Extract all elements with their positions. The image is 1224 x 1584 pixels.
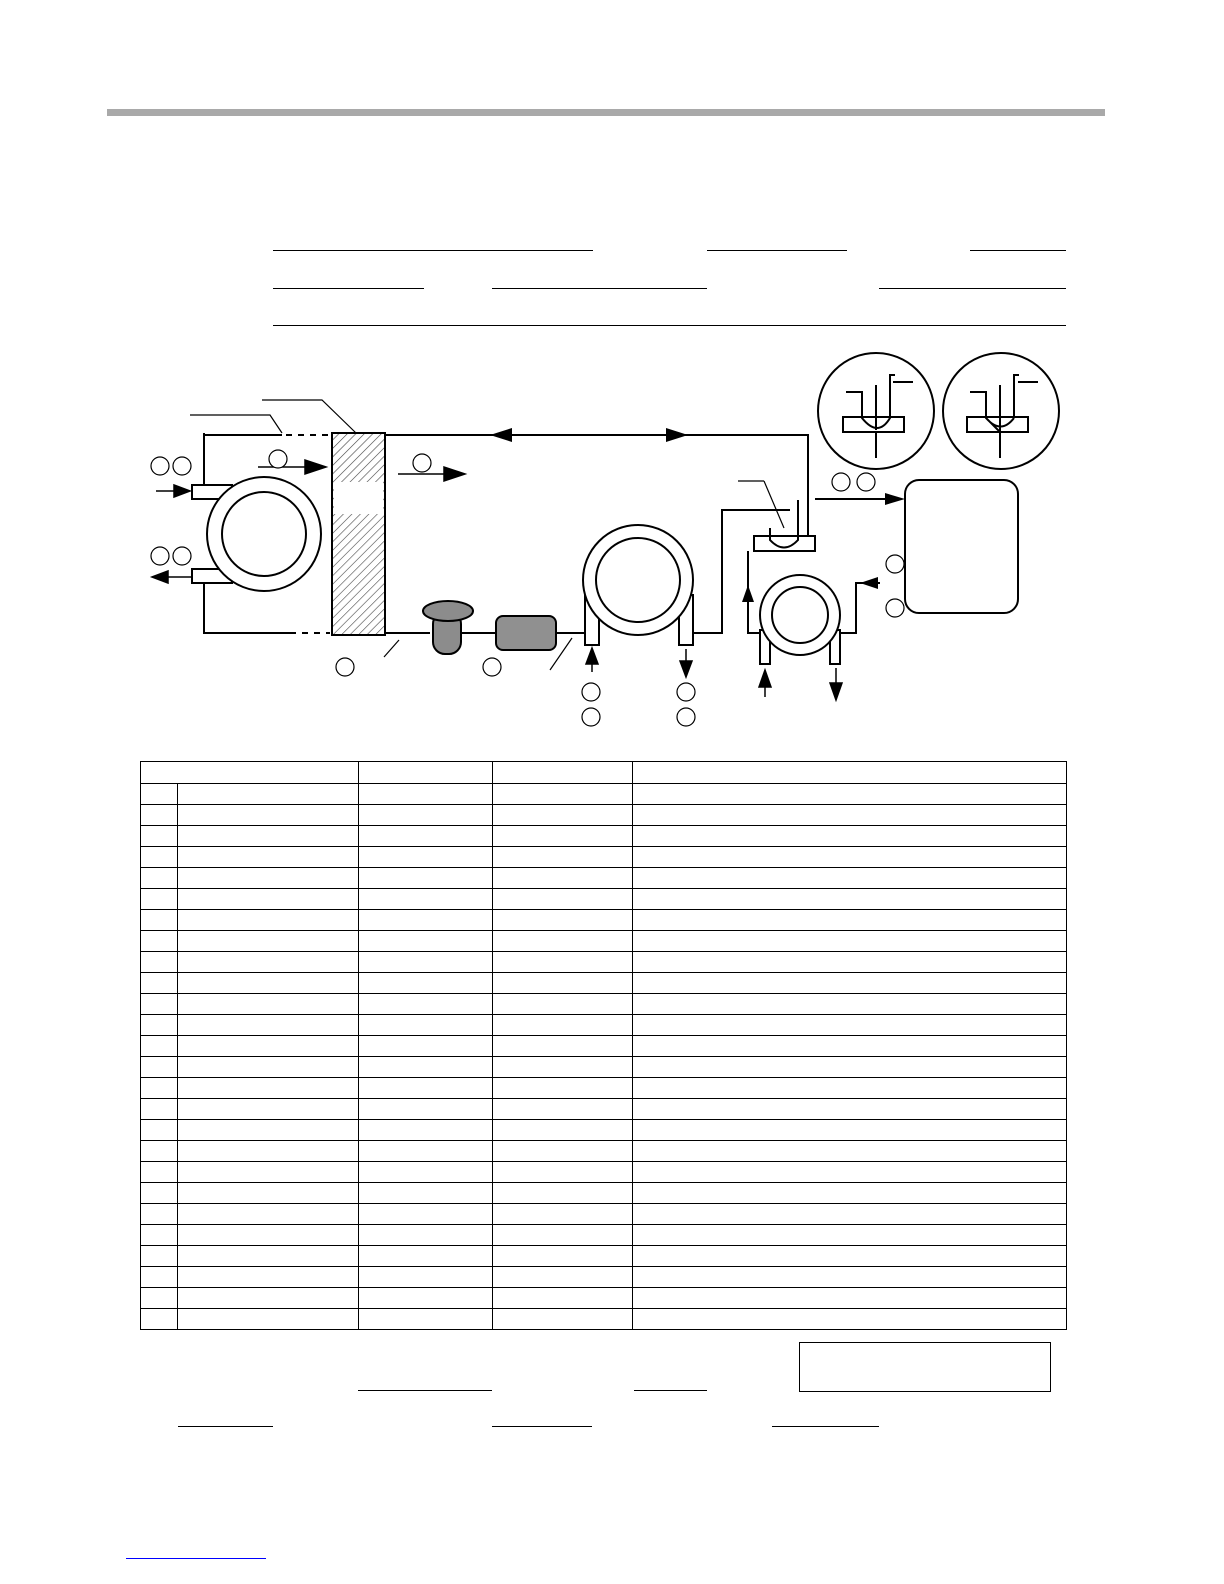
table-row xyxy=(141,1162,1067,1183)
callout-circle xyxy=(173,547,191,565)
table-cell xyxy=(359,784,493,805)
table-cell xyxy=(493,1078,633,1099)
expansion-valve xyxy=(754,500,815,551)
table-header-cell xyxy=(633,762,1067,784)
table-cell xyxy=(141,1309,178,1330)
callout-circle xyxy=(413,454,431,472)
left-coil xyxy=(192,477,321,591)
table-row xyxy=(141,1015,1067,1036)
table-cell xyxy=(359,1078,493,1099)
table-cell xyxy=(633,1036,1067,1057)
table-row xyxy=(141,1267,1067,1288)
table-header-cell xyxy=(359,762,493,784)
callout-circle xyxy=(677,708,695,726)
table-cell xyxy=(493,1057,633,1078)
table-cell xyxy=(359,1183,493,1204)
callout-circle xyxy=(151,457,169,475)
table-cell xyxy=(178,805,359,826)
table-cell xyxy=(359,973,493,994)
table-cell xyxy=(178,1225,359,1246)
table-row xyxy=(141,868,1067,889)
table-cell xyxy=(493,805,633,826)
arrow-left xyxy=(490,428,512,442)
table-cell xyxy=(141,952,178,973)
table-cell xyxy=(178,1099,359,1120)
table-row xyxy=(141,1204,1067,1225)
table-cell xyxy=(493,784,633,805)
table-cell xyxy=(493,1246,633,1267)
table-row xyxy=(141,826,1067,847)
callout-circle xyxy=(857,473,875,491)
table-cell xyxy=(493,1267,633,1288)
table-row xyxy=(141,1078,1067,1099)
table-cell xyxy=(633,826,1067,847)
table-cell xyxy=(633,994,1067,1015)
table-row xyxy=(141,973,1067,994)
table-header-row xyxy=(141,762,1067,784)
table-row xyxy=(141,1246,1067,1267)
table-cell xyxy=(178,1120,359,1141)
table-row xyxy=(141,952,1067,973)
table-cell xyxy=(141,1246,178,1267)
table-cell xyxy=(633,1141,1067,1162)
table-row xyxy=(141,1225,1067,1246)
table-cell xyxy=(633,910,1067,931)
table-cell xyxy=(178,1162,359,1183)
table-cell xyxy=(141,868,178,889)
leader-line xyxy=(190,415,282,433)
table-cell xyxy=(359,1141,493,1162)
table-cell xyxy=(633,1057,1067,1078)
up-arrow xyxy=(742,585,754,602)
fill-in-line xyxy=(358,1390,492,1391)
table-cell xyxy=(633,1015,1067,1036)
table-cell xyxy=(359,1309,493,1330)
table-cell xyxy=(493,1288,633,1309)
table-row xyxy=(141,847,1067,868)
table-row xyxy=(141,931,1067,952)
table-row xyxy=(141,1183,1067,1204)
table-cell xyxy=(633,1162,1067,1183)
table-cell xyxy=(493,1120,633,1141)
table-cell xyxy=(359,1246,493,1267)
table-cell xyxy=(178,1267,359,1288)
table-cell xyxy=(493,1225,633,1246)
table-cell xyxy=(178,1078,359,1099)
middle-coil xyxy=(583,525,693,645)
table-cell xyxy=(178,994,359,1015)
table-cell xyxy=(359,1225,493,1246)
table-cell xyxy=(633,1099,1067,1120)
table-cell xyxy=(493,1036,633,1057)
table-cell xyxy=(178,1246,359,1267)
table-cell xyxy=(178,826,359,847)
table-cell xyxy=(359,847,493,868)
pipe xyxy=(840,583,880,633)
table-cell xyxy=(359,1204,493,1225)
table-cell xyxy=(359,1267,493,1288)
down-arrow xyxy=(680,661,692,677)
table-cell xyxy=(493,973,633,994)
table-cell xyxy=(359,1057,493,1078)
table-cell xyxy=(633,805,1067,826)
table-cell xyxy=(493,889,633,910)
heat-exchanger-block xyxy=(332,433,385,635)
fill-in-line xyxy=(634,1390,707,1391)
table-cell xyxy=(633,1120,1067,1141)
table-header-cell xyxy=(493,762,633,784)
table-cell xyxy=(493,952,633,973)
table-cell xyxy=(178,1057,359,1078)
valve-detail-open xyxy=(818,353,934,469)
callout-circle xyxy=(151,547,169,565)
fill-in-line xyxy=(178,1426,273,1427)
up-arrow xyxy=(586,648,598,664)
table-cell xyxy=(359,805,493,826)
callout-circle xyxy=(173,457,191,475)
right-arrow xyxy=(885,493,905,505)
table-cell xyxy=(141,1225,178,1246)
table-cell xyxy=(178,1309,359,1330)
table-row xyxy=(141,1309,1067,1330)
down-arrow xyxy=(830,683,842,700)
table-cell xyxy=(359,1288,493,1309)
callout-circle xyxy=(886,599,904,617)
table-cell xyxy=(178,1183,359,1204)
table-cell xyxy=(141,1183,178,1204)
controller-box xyxy=(905,480,1018,613)
sight-glass xyxy=(423,601,473,654)
fill-in-line xyxy=(772,1426,879,1427)
table-cell xyxy=(178,889,359,910)
table-cell xyxy=(141,910,178,931)
valve-detail-closed xyxy=(943,353,1059,469)
table-cell xyxy=(359,910,493,931)
table-cell xyxy=(141,847,178,868)
leader-line xyxy=(384,640,399,657)
table-cell xyxy=(359,889,493,910)
result-box xyxy=(799,1342,1051,1392)
table-cell xyxy=(493,1015,633,1036)
table-cell xyxy=(633,1267,1067,1288)
table-cell xyxy=(359,952,493,973)
table-cell xyxy=(633,952,1067,973)
table-row xyxy=(141,889,1067,910)
table-row xyxy=(141,805,1067,826)
filter-drier xyxy=(496,616,556,650)
table-cell xyxy=(359,1015,493,1036)
table-cell xyxy=(633,1288,1067,1309)
table-cell xyxy=(493,994,633,1015)
table-cell xyxy=(359,1036,493,1057)
table-cell xyxy=(359,1120,493,1141)
table-cell xyxy=(633,889,1067,910)
table-cell xyxy=(359,1162,493,1183)
up-arrow xyxy=(759,670,771,687)
table-cell xyxy=(178,910,359,931)
table-cell xyxy=(178,847,359,868)
table-cell xyxy=(493,1309,633,1330)
refrigeration-cycle-diagram xyxy=(0,0,1224,760)
table-cell xyxy=(493,1162,633,1183)
table-header-cell xyxy=(141,762,359,784)
callout-circle xyxy=(336,658,354,676)
data-table xyxy=(140,761,1067,1330)
table-cell xyxy=(141,1267,178,1288)
table-cell xyxy=(633,1183,1067,1204)
table-row xyxy=(141,1288,1067,1309)
table-cell xyxy=(493,1099,633,1120)
arrow-right xyxy=(666,428,688,442)
table-cell xyxy=(178,1036,359,1057)
table-cell xyxy=(141,1120,178,1141)
table-cell xyxy=(633,847,1067,868)
table-cell xyxy=(141,1141,178,1162)
table-cell xyxy=(141,973,178,994)
table-cell xyxy=(141,1015,178,1036)
table-row xyxy=(141,1099,1067,1120)
callout-circle xyxy=(832,473,850,491)
table-cell xyxy=(178,1015,359,1036)
table-cell xyxy=(178,952,359,973)
table-cell xyxy=(141,1057,178,1078)
table-cell xyxy=(141,994,178,1015)
table-cell xyxy=(141,1204,178,1225)
table-cell xyxy=(141,805,178,826)
table-cell xyxy=(141,1162,178,1183)
table-cell xyxy=(141,1288,178,1309)
fill-in-line xyxy=(492,1426,592,1427)
table-cell xyxy=(493,1204,633,1225)
table-row xyxy=(141,784,1067,805)
leader-line xyxy=(262,400,356,433)
table-cell xyxy=(493,931,633,952)
table-cell xyxy=(141,1099,178,1120)
table-row xyxy=(141,1141,1067,1162)
table-cell xyxy=(633,784,1067,805)
table-cell xyxy=(633,931,1067,952)
table-cell xyxy=(178,931,359,952)
table-cell xyxy=(178,1204,359,1225)
table-row xyxy=(141,1036,1067,1057)
table-cell xyxy=(493,1141,633,1162)
table-cell xyxy=(493,868,633,889)
table-cell xyxy=(359,931,493,952)
table-cell xyxy=(359,994,493,1015)
table-cell xyxy=(141,826,178,847)
table-cell xyxy=(633,1246,1067,1267)
table-row xyxy=(141,1057,1067,1078)
table-cell xyxy=(633,973,1067,994)
table-cell xyxy=(493,1183,633,1204)
table-cell xyxy=(178,784,359,805)
callout-circle xyxy=(582,708,600,726)
table-cell xyxy=(141,931,178,952)
left-arrow xyxy=(860,577,878,589)
table-cell xyxy=(141,784,178,805)
callout-circle xyxy=(269,450,287,468)
callout-circle xyxy=(483,658,501,676)
table-cell xyxy=(178,868,359,889)
table-cell xyxy=(359,868,493,889)
table-cell xyxy=(633,1309,1067,1330)
table-cell xyxy=(493,826,633,847)
callout-circle xyxy=(582,683,600,701)
table-cell xyxy=(141,889,178,910)
table-cell xyxy=(141,1036,178,1057)
table-row xyxy=(141,1120,1067,1141)
footer-link[interactable] xyxy=(126,1558,266,1559)
table-cell xyxy=(178,1288,359,1309)
table-cell xyxy=(359,826,493,847)
table-cell xyxy=(493,910,633,931)
table-cell xyxy=(493,847,633,868)
table-cell xyxy=(178,973,359,994)
callout-circle xyxy=(677,683,695,701)
table-cell xyxy=(359,1099,493,1120)
callout-circle xyxy=(886,555,904,573)
table-cell xyxy=(633,1204,1067,1225)
table-cell xyxy=(633,1225,1067,1246)
table-cell xyxy=(633,1078,1067,1099)
small-coil xyxy=(760,575,840,664)
top-pipe xyxy=(385,435,808,537)
table-row xyxy=(141,910,1067,931)
leader-line xyxy=(764,481,784,528)
table-cell xyxy=(141,1078,178,1099)
table-cell xyxy=(633,868,1067,889)
table-cell xyxy=(178,1141,359,1162)
table-row xyxy=(141,994,1067,1015)
